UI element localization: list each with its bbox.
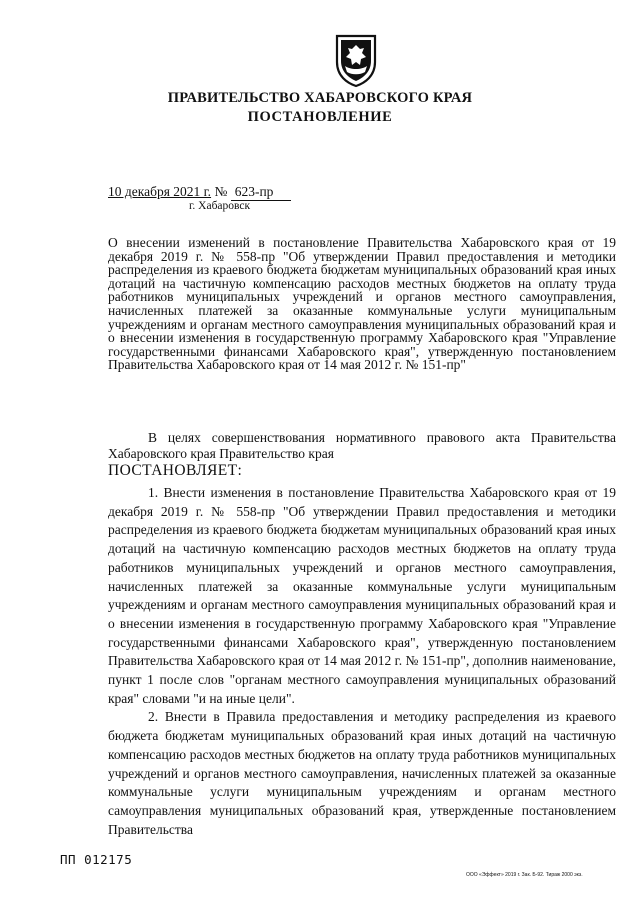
preamble-text: В целях совершенствования нормативного правового акта Правительства Хабаровского края Правительство края	[108, 430, 616, 461]
paragraph-1: 1. Внести изменения в постановление Правительства Хабаровского края от 19 декабря 2019 г. № 558-пр "Об утверждении Правил предоставления и методики распределения из краевого бюджета бюджетам муниципальных образований края иных дотаций на частичную компенсацию расходов местных бюджетов на оплату труда работников муниципальных учреждений и органов местного самоуправления, начисленных платежей за оказанные коммунальные услуги муниципальным учреждениям и органам местного самоуправления муниципальных образований края и о внесении изменения в государственную программу Хабаровского края "Управление государственными финансами Хабаровского края", утвержденную постановлением Правительства Хабаровского края от 14 мая 2012 г. № 151-пр", дополнив наименование, пункт 1 после слов "органам местного самоуправления муниципальных образований края" словами "и на иные цели".	[108, 485, 616, 706]
city-label: г. Хабаровск	[189, 200, 251, 212]
coat-of-arms-emblem	[331, 32, 381, 88]
date-number-line	[108, 184, 291, 201]
paragraph-2: 2. Внести в Правила предоставления и методику распределения из краевого бюджета бюджетам муниципальных образований края иных дотаций на частичную компенсацию расходов местных бюджетов на оплату труда работников муниципальных учреждений и органов местного самоуправления, начисленных платежей за оказанные коммунальные услуги муниципальным учреждениям и органам местного самоуправления муниципальных образований края, утвержденные постановлением Правительства	[108, 709, 616, 837]
serial-number: ПП 012175	[60, 852, 133, 867]
printer-imprint: ООО «Эффект» 2019 г. Зак. Б-92. Тираж 2000 экз.	[466, 872, 583, 878]
number-sign: №	[214, 184, 228, 199]
decree-heading: ПОСТАНОВЛЯЕТ:	[108, 462, 243, 479]
decree-body	[108, 484, 616, 839]
government-title: ПРАВИТЕЛЬСТВО ХАБАРОВСКОГО КРАЯ	[167, 90, 473, 106]
document-type-title: ПОСТАНОВЛЕНИЕ	[247, 109, 393, 125]
document-number: 623-пр	[231, 184, 292, 201]
document-subject: О внесении изменений в постановление Правительства Хабаровского края от 19 декабря 2019 г. № 558-пр "Об утверждении Правил предоставления и методики распределения из краевого бюджета бюджетам муниципальных образований края иных дотаций на частичную компенсацию расходов местных бюджетов на оплату труда работников муниципальных учреждений и органов местного самоуправления, начисленных платежей за оказанные коммунальные услуги муниципальным учреждениям и органам местного самоуправления муниципальных образований края и о внесении изменения в государственную программу Хабаровского края "Управление государственными финансами Хабаровского края", утвержденную постановлением Правительства Хабаровского края от 14 мая 2012 г. № 151-пр"	[108, 235, 616, 373]
document-date: 10 декабря 2021 г.	[108, 184, 212, 199]
